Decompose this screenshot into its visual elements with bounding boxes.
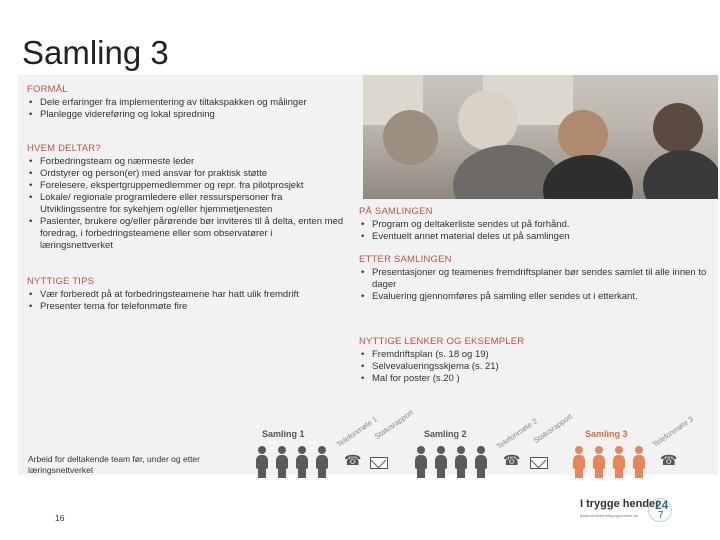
- section-heading: NYTTIGE TIPS: [27, 276, 95, 287]
- person-icon: [434, 446, 448, 478]
- list-item: • Pasienter, brukere og/eller pårørende bør inviteres til å delta, enten med foredrag, i forbedringsteamene eller som observatører i læringsnettverket: [27, 216, 345, 252]
- list-item: • Lokale/ regionale programledere eller ressurspersoner fra Utviklingssentre for sykehjem og/eller hjemmetjenesten: [27, 192, 345, 216]
- phone-meeting-label-3: Telefonmøte 3: [650, 414, 695, 449]
- meeting-photo: [363, 75, 718, 199]
- section-heading: HVEM DELTAR?: [27, 143, 101, 154]
- page-title: Samling 3: [22, 34, 169, 71]
- after-session-section: [359, 254, 709, 303]
- phone-meeting-label-1: Telefonmøte 1: [334, 414, 379, 449]
- photo-person: [558, 110, 608, 160]
- person-icon: [295, 446, 309, 478]
- list-item: • Eventuelt annet material deles ut på samlingen: [359, 231, 709, 243]
- tips-section: [27, 276, 345, 313]
- list-item: • Program og deltakerliste sendes ut på forhånd.: [359, 219, 709, 231]
- phone-icon: ☎: [660, 452, 678, 468]
- list-item: • Forelesere, ekspertgruppemedlemmer og repr. fra pilotprosjekt: [27, 180, 345, 192]
- list-item: • Forbedringsteam og nærmeste leder: [27, 156, 345, 168]
- stage-label-samling-2: Samling 2: [424, 429, 467, 439]
- section-heading: ETTER SAMLINGEN: [359, 254, 452, 265]
- section-heading: NYTTIGE LENKER OG EKSEMPLER: [359, 336, 525, 347]
- person-icon: [454, 446, 468, 478]
- section-heading: PÅ SAMLINGEN: [359, 206, 433, 217]
- purpose-section: [27, 84, 347, 121]
- stage-label-samling-3: Samling 3: [585, 429, 628, 439]
- person-icon: [414, 446, 428, 478]
- person-icon: [572, 446, 586, 478]
- logo-number-2: 7: [658, 510, 664, 521]
- photo-person: [383, 110, 438, 165]
- stage-label-samling-1: Samling 1: [262, 429, 305, 439]
- person-icon: [592, 446, 606, 478]
- status-report-label-2: Statusrapport: [531, 411, 574, 445]
- person-icon: [474, 446, 488, 478]
- list-item: • Dele erfaringer fra implementering av tiltakspakken og målinger: [27, 97, 347, 109]
- section-heading: FORMÅL: [27, 84, 68, 95]
- logo-text: I trygge hender: [580, 498, 660, 510]
- list-item: • Ordstyrer og person(er) med ansvar for praktisk støtte: [27, 168, 345, 180]
- person-icon: [275, 446, 289, 478]
- envelope-icon: [370, 457, 388, 469]
- person-icon: [315, 446, 329, 478]
- photo-person: [653, 103, 703, 153]
- logo-tagline: pasientsikkerhetsprogrammet.no: [580, 513, 639, 518]
- list-item: • Presenter tema for telefonmøte fire: [27, 301, 345, 313]
- list-item: • Fremdriftsplan (s. 18 og 19): [359, 349, 709, 361]
- list-item: • Evaluering gjennomføres på samling eller sendes ut i etterkant.: [359, 291, 709, 303]
- status-report-label-1: Statusrapport: [372, 407, 415, 441]
- logo-number: 24: [655, 498, 669, 512]
- photo-person: [543, 155, 633, 199]
- list-item: • Vær forberedt på at forbedringsteamene har hatt ulik fremdrift: [27, 289, 345, 301]
- person-icon: [612, 446, 626, 478]
- list-item: • Mal for poster (s.20 ): [359, 373, 709, 385]
- phone-icon: ☎: [503, 452, 521, 468]
- content-panel: [18, 75, 718, 475]
- page-number: 16: [55, 513, 65, 523]
- at-session-section: [359, 206, 709, 243]
- envelope-icon: [530, 457, 548, 469]
- phone-icon: ☎: [344, 452, 362, 468]
- participants-section: [27, 143, 345, 252]
- diagram-caption: Arbeid for deltakende team før, under og etter læringsnettverket: [28, 454, 200, 475]
- links-section: [359, 336, 709, 385]
- brand-logo: [580, 498, 669, 521]
- list-item: • Presentasjoner og teamenes fremdriftsplaner bør sendes samlet til alle innen to dager: [359, 267, 709, 291]
- list-item: • Selvevalueringsskjema (s. 21): [359, 361, 709, 373]
- list-item: • Planlegge videreføring og lokal spredning: [27, 109, 347, 121]
- photo-person: [458, 90, 518, 150]
- phone-meeting-label-2: Telefonmøte 2: [494, 416, 539, 451]
- person-icon: [255, 446, 269, 478]
- photo-person: [643, 150, 718, 199]
- person-icon: [632, 446, 646, 478]
